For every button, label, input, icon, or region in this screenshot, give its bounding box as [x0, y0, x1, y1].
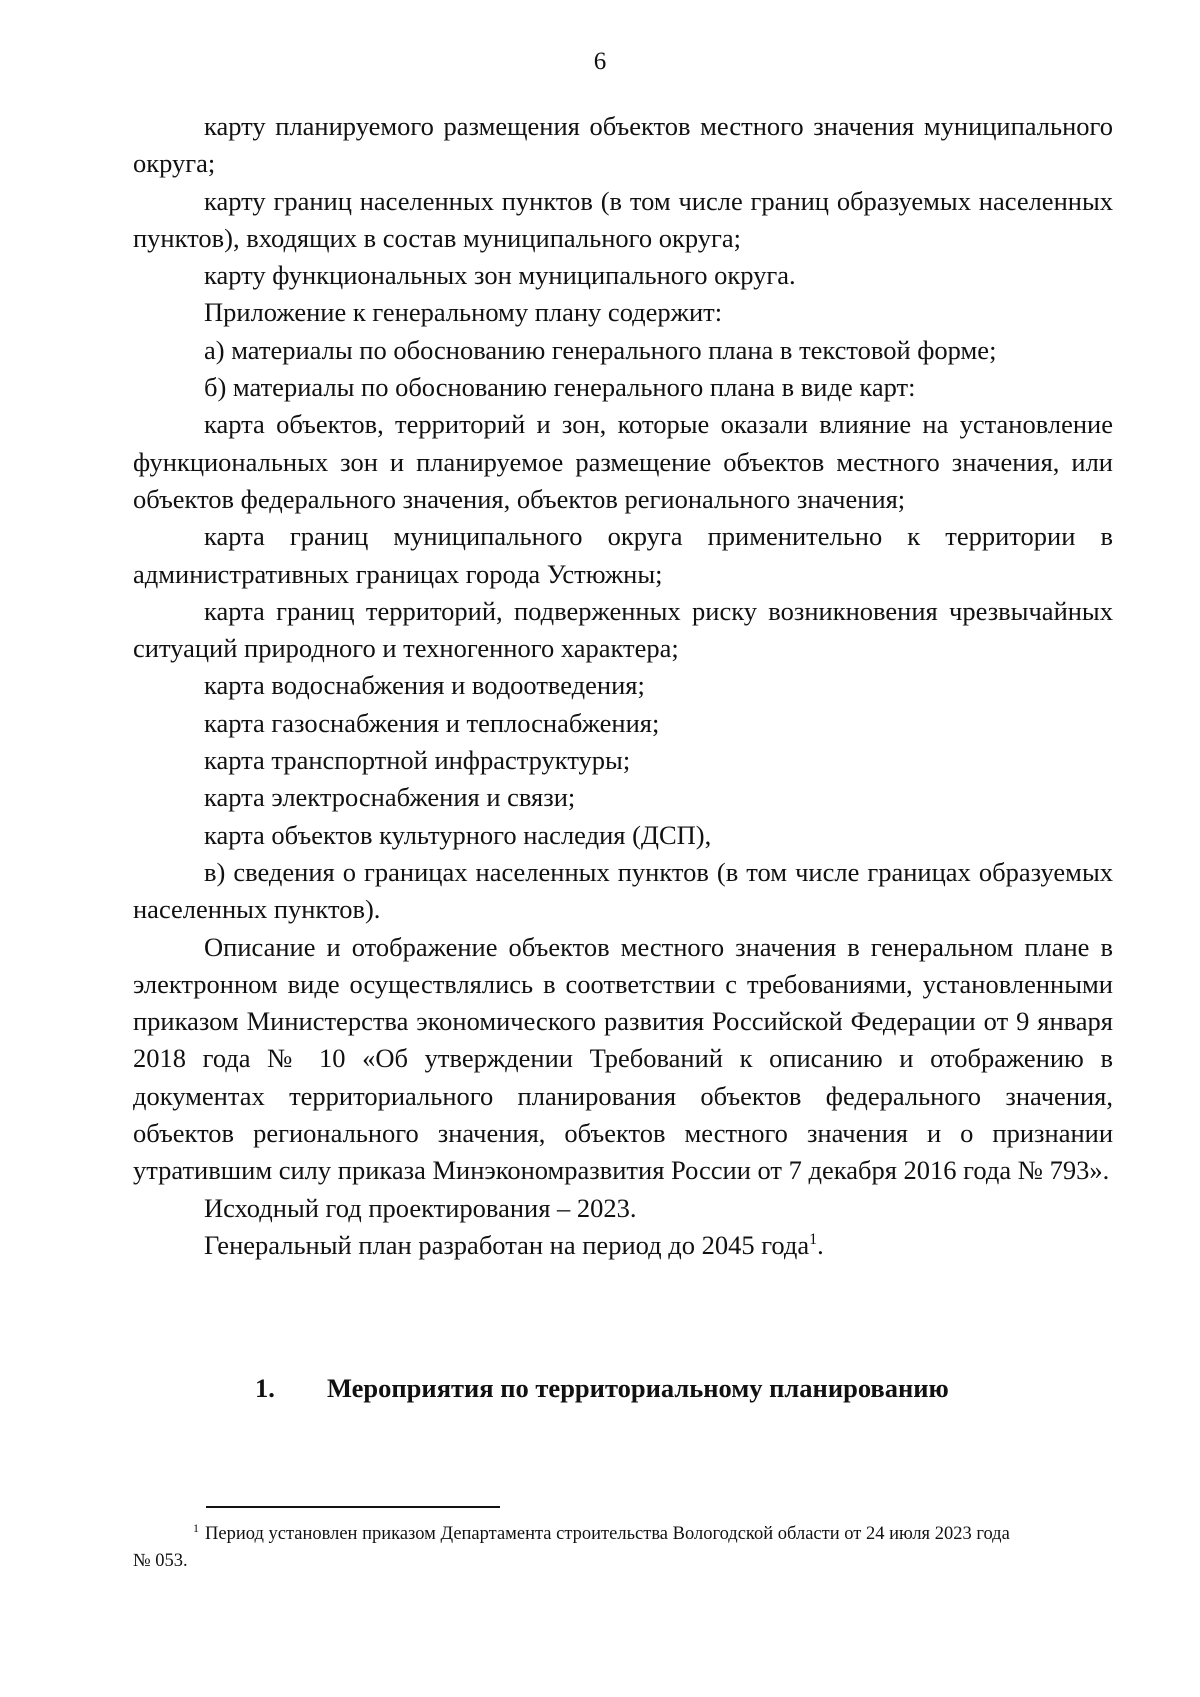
section-number: 1. [255, 1373, 275, 1403]
body-text [133, 108, 1113, 1264]
footnote-reference[interactable]: 1 [809, 1231, 818, 1249]
paragraph-text: Генеральный план разработан на период до 2045 года [204, 1229, 810, 1260]
paragraph: карту функциональных зон муниципального округа. [204, 260, 796, 291]
paragraph-with-footnote [133, 1227, 1113, 1264]
paragraph: Приложение к генеральному плану содержит: [204, 297, 723, 328]
paragraph: карта водоснабжения и водоотведения; [204, 670, 645, 701]
paragraph: карту планируемого размещения объектов местного значения муниципального округа; [133, 111, 1113, 179]
footnote-line-2: № 053. [133, 1551, 188, 1571]
footnote-marker: 1 [193, 1520, 199, 1535]
paragraph: карта газоснабжения и теплоснабжения; [204, 707, 660, 738]
paragraph: карта объектов, территорий и зон, которые оказали влияние на установление функциональных зон и планируемое размещение объектов местного значения, или объектов федерального значения, объектов регионального значения; [133, 409, 1113, 514]
section-title: Мероприятия по территориальному планированию [327, 1373, 949, 1403]
paragraph: карта границ территорий, подверженных риску возникновения чрезвычайных ситуаций природного и техногенного характера; [133, 595, 1113, 664]
paragraph: карту границ населенных пунктов (в том числе границ образуемых населенных пунктов), входящих в состав муниципального округа; [133, 185, 1113, 253]
paragraph: Описание и отображение объектов местного значения в генеральном плане в электронном виде осуществлялись в соответствии с требованиями, установленными приказом Министерства экономического развития Российской Федерации от 9 января 2018 года № 10 «Об утверждении Требований к описанию и отображению в документах территориального планирования объектов федерального значения, объектов регионального значения, объектов местного значения и о признании утратившим силу приказа Минэкономразвития России от 7 декабря 2016 года № 793». [133, 931, 1113, 1186]
section-heading [255, 1373, 949, 1404]
footnote-line-1 [133, 1521, 1113, 1548]
page-number: 6 [593, 48, 607, 75]
footnote [133, 1521, 1113, 1575]
paragraph: карта транспортной инфраструктуры; [204, 745, 631, 776]
paragraph: в) сведения о границах населенных пунктов (в том числе границах образуемых населенных пунктов). [133, 856, 1113, 925]
paragraph: а) материалы по обоснованию генерального плана в текстовой форме; [204, 334, 997, 365]
paragraph-end: . [817, 1229, 824, 1260]
paragraph: карта электроснабжения и связи; [204, 782, 576, 813]
paragraph: карта границ муниципального округа применительно к территории в административных границах города Устюжны; [133, 521, 1113, 589]
paragraph: Исходный год проектирования – 2023. [204, 1192, 637, 1223]
footnote-divider [206, 1506, 500, 1508]
footnote-text: Период установлен приказом Департамента строительства Вологодской области от 24 июля 2023 года [205, 1524, 1010, 1544]
paragraph: карта объектов культурного наследия (ДСП), [204, 819, 712, 850]
paragraph: б) материалы по обоснованию генерального плана в виде карт: [204, 372, 916, 403]
